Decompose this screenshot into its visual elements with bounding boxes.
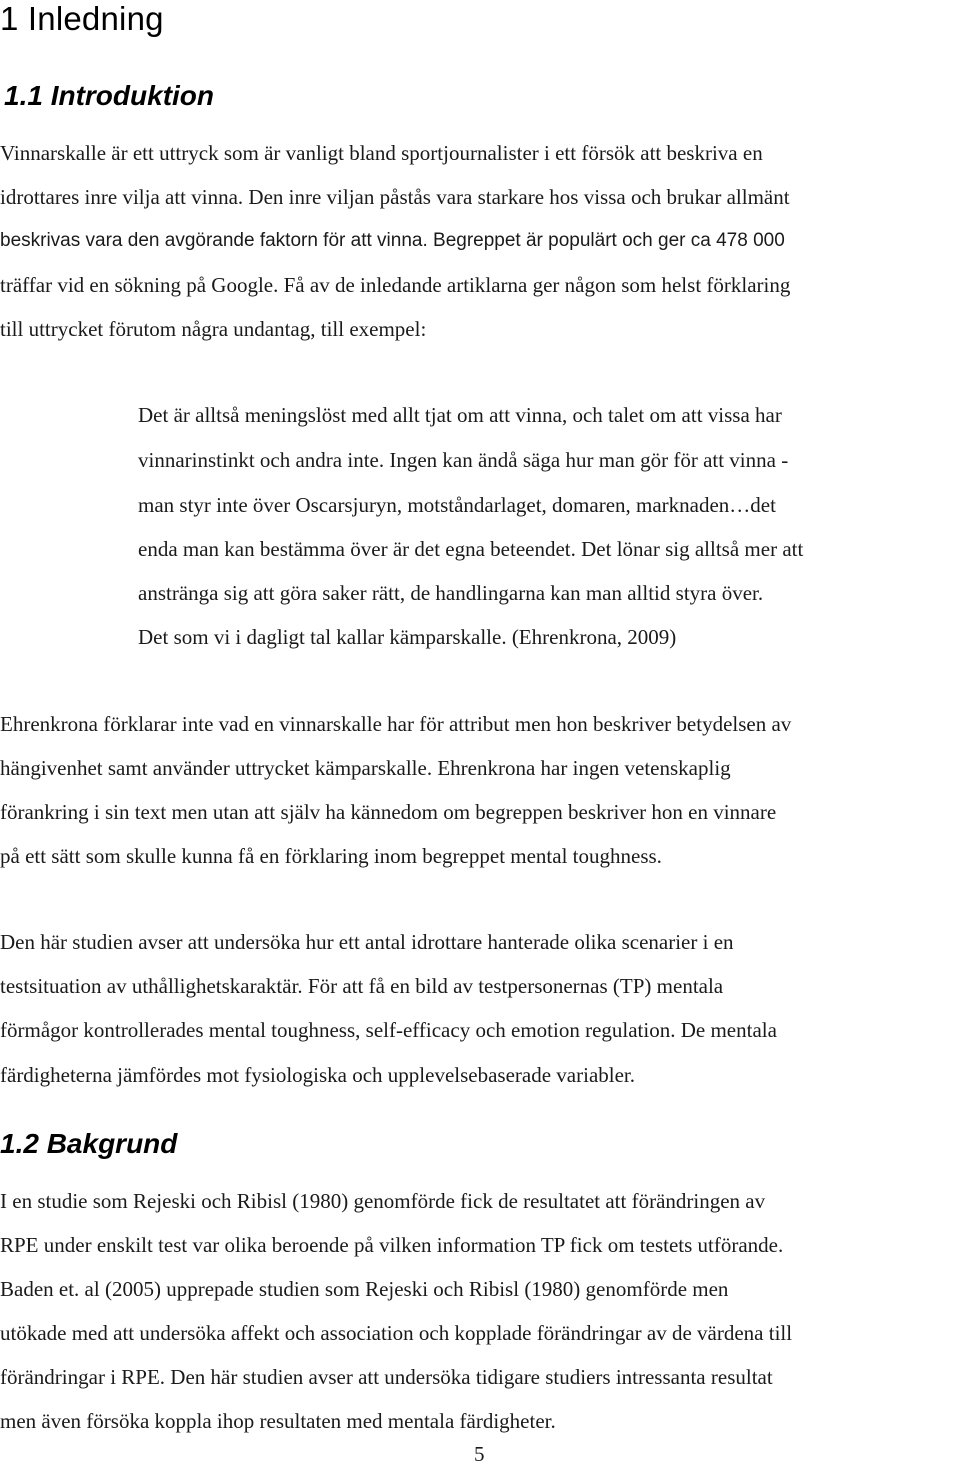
quote-line: Det som vi i dagligt tal kallar kämparskalle. (Ehrenkrona, 2009) — [138, 625, 677, 649]
body-paragraph-line: hängivenhet samt använder uttrycket kämparskalle. Ehrenkrona har ingen vetenskaplig — [0, 756, 731, 780]
quote-line: man styr inte över Oscarsjuryn, motståndarlaget, domaren, marknaden…det — [138, 493, 776, 517]
intro-paragraph-line: träffar vid en sökning på Google. Få av de inledande artiklarna ger någon som helst förklaring — [0, 273, 791, 297]
quote-line: anstränga sig att göra saker rätt, de handlingarna kan man alltid styra över. — [138, 581, 764, 605]
intro-paragraph-line: Vinnarskalle är ett uttryck som är vanligt bland sportjournalister i ett försök att beskriva en — [0, 141, 763, 165]
quote-line: enda man kan bestämma över är det egna beteendet. Det lönar sig alltså mer att — [138, 537, 804, 561]
intro-paragraph-line: beskrivas vara den avgörande faktorn för att vinna. Begreppet är populärt och ger ca 478 000 — [0, 230, 785, 251]
page-number: 5 — [474, 1442, 485, 1466]
section-heading-bakgrund: 1.2 Bakgrund — [0, 1128, 178, 1159]
body-paragraph-line: Ehrenkrona förklarar inte vad en vinnarskalle har för attribut men hon beskriver betydelsen av — [0, 712, 792, 736]
background-paragraph-line: RPE under enskilt test var olika beroende på vilken information TP fick om testets utförande. — [0, 1233, 784, 1257]
section-heading-introduktion: 1.1 Introduktion — [4, 80, 214, 111]
body-paragraph-line: förankring i sin text men utan att själv ha kännedom om begreppen beskriver hon en vinnare — [0, 800, 777, 824]
background-paragraph-line: förändringar i RPE. Den här studien avser att undersöka tidigare studiers intressanta resultat — [0, 1365, 773, 1389]
quote-line: vinnarinstinkt och andra inte. Ingen kan ändå säga hur man gör för att vinna - — [138, 448, 789, 472]
background-paragraph-line: I en studie som Rejeski och Ribisl (1980) genomförde fick de resultatet att förändringen av — [0, 1189, 766, 1213]
quote-line: Det är alltså meningslöst med allt tjat om att vinna, och talet om att vissa har — [138, 403, 782, 427]
background-paragraph-line: utökade med att undersöka affekt och association och kopplade förändringar av de värdena till — [0, 1321, 793, 1345]
intro-paragraph-line: idrottares inre vilja att vinna. Den inre viljan påstås vara starkare hos vissa och brukar allmänt — [0, 185, 790, 209]
chapter-heading: 1 Inledning — [0, 0, 164, 37]
body-paragraph-line: förmågor kontrollerades mental toughness, self-efficacy och emotion regulation. De mentala — [0, 1018, 777, 1042]
body-paragraph-line: Den här studien avser att undersöka hur ett antal idrottare hanterade olika scenarier i en — [0, 930, 734, 954]
background-paragraph-line: men även försöka koppla ihop resultaten med mentala färdigheter. — [0, 1409, 556, 1433]
body-paragraph-line: färdigheterna jämfördes mot fysiologiska och upplevelsebaserade variabler. — [0, 1063, 636, 1087]
body-paragraph-line: testsituation av uthållighetskaraktär. För att få en bild av testpersonernas (TP) mentala — [0, 974, 724, 998]
body-paragraph-line: på ett sätt som skulle kunna få en förklaring inom begreppet mental toughness. — [0, 844, 662, 868]
intro-paragraph-line: till uttrycket förutom några undantag, till exempel: — [0, 317, 427, 341]
background-paragraph-line: Baden et. al (2005) upprepade studien som Rejeski och Ribisl (1980) genomförde men — [0, 1277, 729, 1301]
